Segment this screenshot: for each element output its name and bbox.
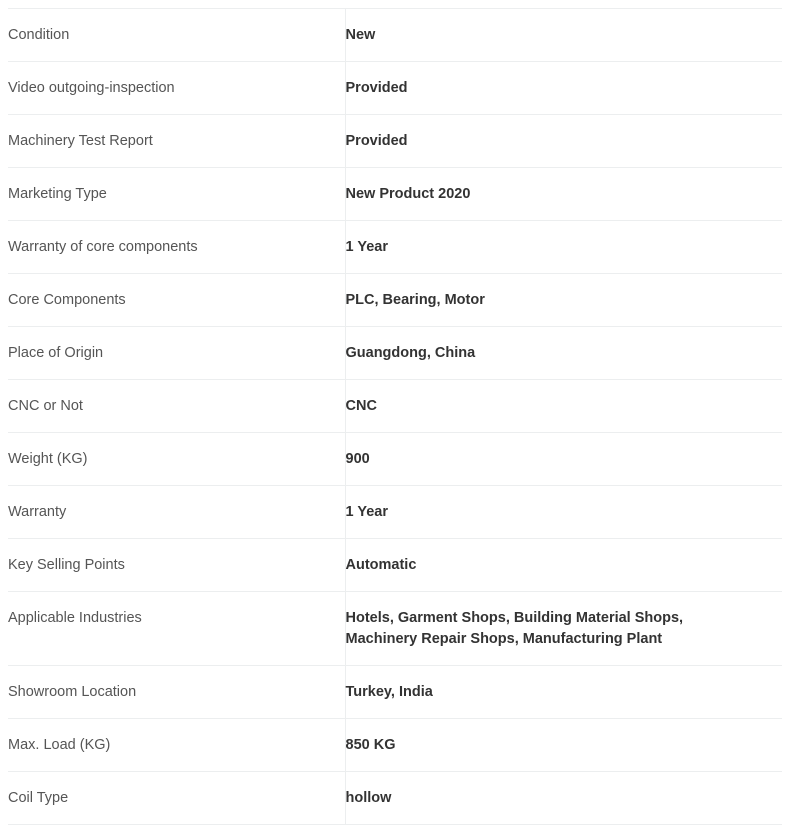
spec-value-line: 900 — [345, 451, 370, 468]
spec-value-line: Machinery Repair Shops, Manufacturing Plant — [345, 631, 663, 648]
spec-value-line: 1 Year — [345, 239, 388, 256]
spec-key: Place of Origin — [8, 327, 345, 380]
spec-value-line: Automatic — [345, 557, 417, 574]
table-row — [8, 9, 782, 62]
spec-key: Key Selling Points — [8, 539, 345, 592]
spec-value-line: CNC — [345, 398, 377, 415]
spec-value — [345, 592, 782, 666]
specification-table-body — [8, 9, 782, 825]
spec-value-line: Provided — [345, 133, 408, 150]
spec-key: Warranty of core components — [8, 221, 345, 274]
table-row — [8, 486, 782, 539]
table-row — [8, 666, 782, 719]
spec-key: Showroom Location — [8, 666, 345, 719]
table-row — [8, 168, 782, 221]
table-row — [8, 62, 782, 115]
spec-value — [345, 62, 782, 115]
spec-value — [345, 168, 782, 221]
spec-value-line: 850 KG — [345, 737, 396, 754]
spec-value-line: hollow — [345, 790, 392, 807]
spec-key: Weight (KG) — [8, 433, 345, 486]
spec-value — [345, 772, 782, 825]
spec-key: Coil Type — [8, 772, 345, 825]
spec-value-line: 1 Year — [345, 504, 388, 521]
spec-key: CNC or Not — [8, 380, 345, 433]
spec-value-line: Turkey, India — [345, 684, 433, 701]
spec-value — [345, 327, 782, 380]
spec-key: Warranty — [8, 486, 345, 539]
spec-value-line: Provided — [345, 80, 408, 97]
spec-value — [345, 274, 782, 327]
spec-value — [345, 9, 782, 62]
spec-value — [345, 380, 782, 433]
spec-key: Max. Load (KG) — [8, 719, 345, 772]
spec-key: Machinery Test Report — [8, 115, 345, 168]
spec-value — [345, 539, 782, 592]
spec-value — [345, 433, 782, 486]
spec-value — [345, 115, 782, 168]
spec-key: Applicable Industries — [8, 592, 345, 666]
table-row — [8, 274, 782, 327]
table-row — [8, 380, 782, 433]
spec-value-line: Guangdong, China — [345, 345, 476, 362]
specification-table — [8, 8, 782, 825]
spec-value-line: New Product 2020 — [345, 186, 471, 203]
table-row — [8, 433, 782, 486]
table-row — [8, 719, 782, 772]
spec-value — [345, 666, 782, 719]
table-row — [8, 539, 782, 592]
spec-key: Marketing Type — [8, 168, 345, 221]
table-row — [8, 592, 782, 666]
table-row — [8, 115, 782, 168]
spec-value-line: Hotels, Garment Shops, Building Material Shops, — [345, 610, 684, 627]
table-row — [8, 327, 782, 380]
spec-key: Core Components — [8, 274, 345, 327]
spec-value — [345, 719, 782, 772]
spec-key: Video outgoing-inspection — [8, 62, 345, 115]
spec-value-line: PLC, Bearing, Motor — [345, 292, 485, 309]
spec-value — [345, 221, 782, 274]
table-row — [8, 772, 782, 825]
spec-key: Condition — [8, 9, 345, 62]
table-row — [8, 221, 782, 274]
spec-value-line: New — [345, 27, 376, 43]
spec-value — [345, 486, 782, 539]
